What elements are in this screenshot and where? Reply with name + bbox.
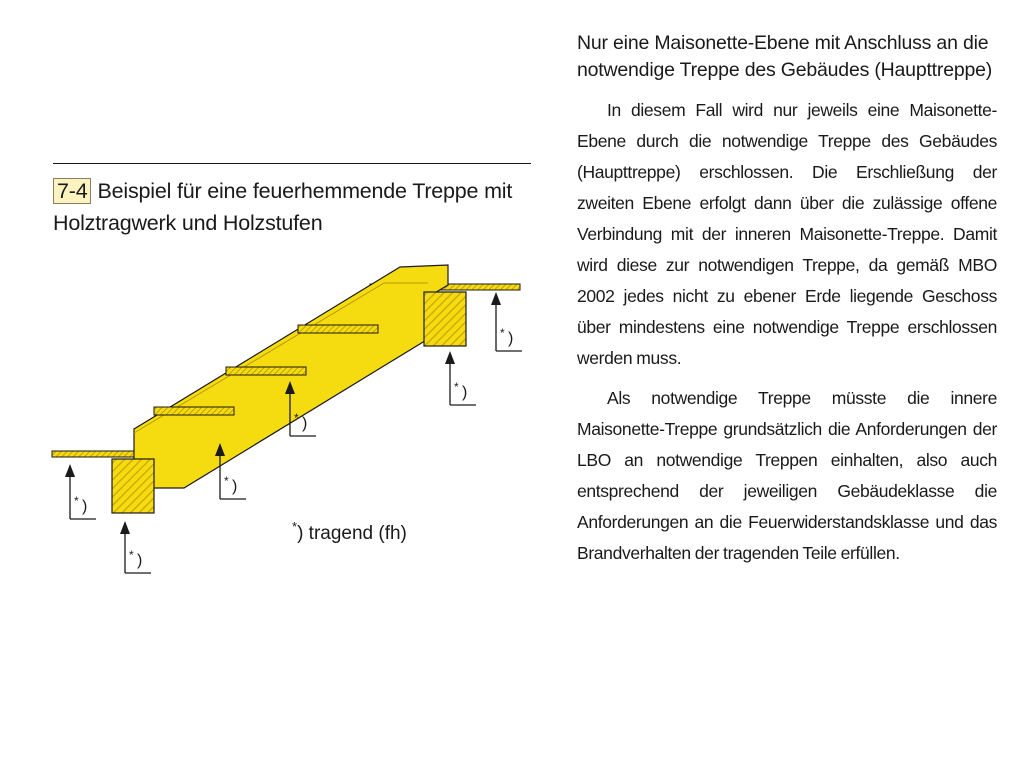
svg-text:): ) — [302, 415, 308, 432]
svg-text:*: * — [294, 411, 299, 425]
load-marker — [65, 464, 96, 519]
load-marker — [491, 292, 522, 351]
text-column — [577, 30, 997, 578]
figure-caption — [53, 175, 533, 239]
lower-support-block — [112, 459, 154, 513]
figure-caption-text: Beispiel für eine feuerhemmende Treppe mit Holztragwerk und Holzstufen — [53, 179, 513, 235]
stair-stringer — [134, 265, 448, 488]
load-marker — [120, 521, 151, 573]
stair-tread — [154, 407, 234, 415]
body-paragraph: In diesem Fall wird nur jeweils eine Maisonette-Ebene durch die notwendige Treppe des Gebäudes (Haupttreppe) erschlossen. Die Erschließung der zweiten Ebene erfolgt dann über die zulässige offene Verbindung mit der inneren Maisonette-Treppe. Damit wird diese zur notwendigen Treppe, da gemäß MBO 2002 jedes nicht zu ebener Erde liegende Geschoss über mindestens eine notwendige Treppe erschlossen werden muss. — [577, 100, 997, 368]
caption-rule — [53, 163, 531, 164]
svg-text:*: * — [74, 494, 79, 508]
load-marker — [445, 351, 476, 405]
svg-text:): ) — [462, 384, 468, 401]
svg-text:*: * — [454, 380, 459, 394]
figure-number: 7-4 — [53, 178, 91, 204]
svg-text:): ) — [137, 552, 143, 569]
svg-text:): ) — [82, 498, 88, 515]
figure-legend — [292, 516, 407, 545]
svg-text:*: * — [129, 548, 134, 562]
svg-text:*: * — [500, 326, 505, 340]
section-heading: Nur eine Maisonette-Ebene mit Anschluss an die notwendige Treppe des Gebäudes (Haupttreppe) — [577, 32, 993, 81]
upper-support-block — [424, 292, 466, 346]
stair-tread — [226, 367, 306, 375]
legend-text: ) tragend (fh) — [297, 523, 407, 544]
svg-text:*: * — [224, 474, 229, 488]
svg-text:): ) — [508, 330, 514, 347]
body-paragraph: Als notwendige Treppe müsste die innere Maisonette-Treppe grundsätzlich die Anforderungen der LBO an notwendige Treppen einhalten, also auch entsprechend der jeweiligen Gebäudeklasse die Anforderungen an die Feuerwiderstandsklasse und das Brandverhalten der tragenden Teile erfüllen. — [577, 388, 997, 563]
stair-tread — [298, 325, 378, 333]
svg-text:): ) — [232, 478, 238, 495]
legend-star: * — [292, 519, 298, 534]
